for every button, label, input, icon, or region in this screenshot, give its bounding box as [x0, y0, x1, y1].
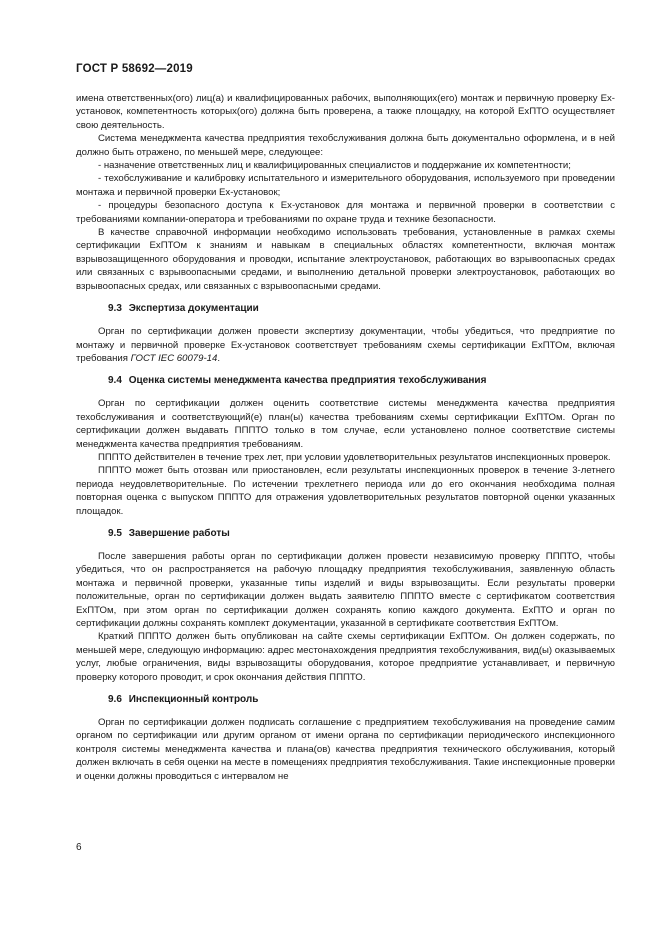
section-number: 9.6: [108, 694, 122, 706]
paragraph-text: Орган по сертификации должен провести экспертизу документации, чтобы убедиться, что предприятие по монтажу и первичной проверке Ех-установок соответствует требованиям схемы сертификации ЕхПТОм, включая требования: [76, 326, 615, 364]
paragraph: ПППТО может быть отозван или приостановлен, если результаты инспекционных проверок в течение 3-летнего периода неудовлетворительные. По истечении трехлетнего периода или до его окончания необходима полная повторная оценка с выпуском ПППТО для отражения удовлетворительных результатов повторной оценки указанных площадок.: [76, 465, 615, 517]
section-title: Инспекционный контроль: [128, 694, 259, 706]
paragraph: Орган по сертификации должен подписать соглашение с предприятием техобслуживания на проведение самим органом по сертификации или другим органом от имени органа по сертификации периодического инспекционного контроля системы менеджмента качества и плана(ов) качества предприятия технического обслуживания, который должен включать в себя оценки на месте в помещениях предприятия техобслуживания. Такие инспекционные проверки и оценки должны проводиться с интервалом не: [76, 717, 615, 782]
paragraph: Система менеджмента качества предприятия техобслуживания должна быть документально оформлена, и в ней должно быть отражено, по меньшей мере, следующее:: [76, 133, 615, 158]
page-number: 6: [76, 842, 82, 853]
document-body: [76, 92, 615, 783]
list-item: - процедуры безопасного доступа к Ех-установок для монтажа и первичной проверки в соответствии с требованиями компании-оператора и требованиями по охране труда и технике безопасности.: [76, 200, 615, 225]
paragraph: Орган по сертификации должен оценить соответствие системы менеджмента качества предприятия техобслуживания и соответствующий(е) план(ы) качества требованиям схемы сертификации ЕхПТОм. Орган по сертификации должен выдавать ПППТО только в том случае, если установлено полное соответствие системы менеджмента качества предприятия требованиям.: [76, 398, 615, 450]
paragraph: [76, 325, 615, 365]
list-item: - техобслуживание и калибровку испытательного и измерительного оборудования, используемого при проведении монтажа и первичной проверки Ех-установок;: [76, 173, 615, 198]
section-title: Экспертиза документации: [128, 303, 259, 315]
section-heading-9-3: [76, 302, 615, 315]
list-item: - назначение ответственных лиц и квалифицированных специалистов и поддержание их компетентности;: [98, 160, 571, 172]
paragraph: ПППТО действителен в течение трех лет, при условии удовлетворительных результатов инспекционных проверок.: [98, 451, 611, 463]
section-title: Оценка системы менеджмента качества предприятия техобслуживания: [128, 375, 487, 387]
paragraph: имена ответственных(ого) лиц(а) и квалифицированных рабочих, выполняющих(его) монтаж и первичную проверку Ех-установок, компетентность которых(ого) должна быть проверена, а также площадку, на которой ЕхПТО осуществляет свою деятельность.: [76, 93, 615, 131]
section-number: 9.5: [108, 527, 122, 539]
standard-header: ГОСТ Р 58692—2019: [76, 63, 193, 75]
section-heading-9-6: [76, 693, 615, 706]
standard-reference: ГОСТ IEC 60079-14: [130, 352, 218, 364]
section-number: 9.4: [108, 375, 122, 387]
paragraph-end: .: [217, 352, 221, 364]
section-heading-9-4: [76, 374, 615, 387]
paragraph: Краткий ПППТО должен быть опубликован на сайте схемы сертификации ЕхПТОм. Он должен содержать, по меньшей мере, следующую информацию: адрес местонахождения предприятия техобслуживания, вид(ы) оказываемых услуг, любые ограничения, виды взрывозащиты оборудования, которое предприятие устанавливает, и первичную проверку которого проводит, и срок окончания действия ПППТО.: [76, 631, 615, 683]
section-heading-9-5: [76, 527, 615, 540]
section-number: 9.3: [108, 303, 122, 315]
paragraph: После завершения работы орган по сертификации должен провести независимую проверку ПППТО, чтобы убедиться, что он распространяется на рабочую площадку предприятия техобслуживания, заявленную область монтажа и первичной проверки, указанные типы изделий и виды взрывозащиты. Если результаты проверки положительные, орган по сертификации должен выдать заявителю ПППТО вместе с сертификатом соответствия ЕхПТОм, при этом орган по сертификации должен сохранять копию каждого документа. ЕхПТО и орган по сертификации должны сохранять комплект документации, указанной в сертификате соответствия ЕхПТОм.: [76, 550, 615, 629]
paragraph: В качестве справочной информации необходимо использовать требования, установленные в рамках схемы сертификации ЕхПТОм к знаниям и навыкам в специальных областях компетентности, включая монтаж взрывозащищенного оборудования и проводки, испытание электроустановок, работающих во взрывоопасных средах или связанных с взрывоопасными средами, и выполнению детальной проверки электроустановок, работающих во взрывоопасных средах, или связанных с взрывоопасными средами.: [76, 227, 615, 292]
section-title: Завершение работы: [128, 527, 230, 539]
